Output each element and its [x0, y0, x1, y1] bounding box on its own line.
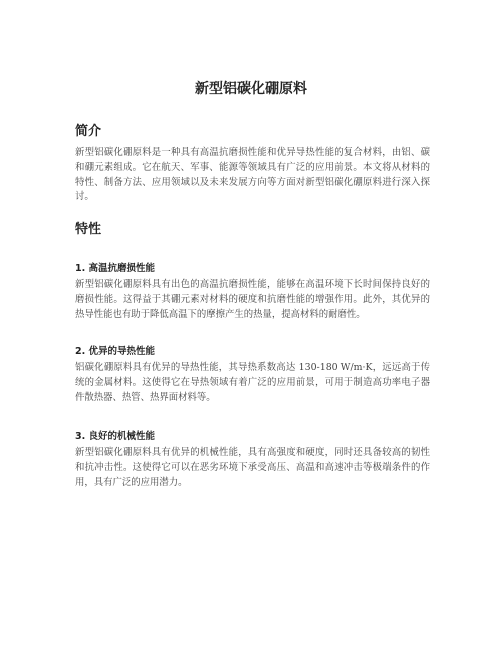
feature-paragraph-1: 新型铝碳化硼原料具有出色的高温抗磨损性能，能够在高温环境下长时间保持良好的磨损性能。这得益于其硼元素对材料的硬度和抗磨性能的增强作用。此外，其优异的热导性能也有助于降低高温下的摩擦产生的热量，提高材料的耐磨性。 [75, 279, 430, 320]
document-title: 新型铝碳化硼原料 [195, 81, 307, 97]
feature-paragraph-2: 铝碳化硼原料具有优异的导热性能，其导热系数高达 130-180 W/m·K，远远高于传统的金属材料。这使得它在导热领域有着广泛的应用前景，可用于制造高功率电子器件散热器、热管、热界面材料等。 [75, 362, 430, 403]
section-heading-features: 特性 [75, 222, 102, 237]
section-heading-intro: 简介 [75, 124, 102, 139]
intro-paragraph: 新型铝碳化硼原料是一种具有高温抗磨损性能和优异导热性能的复合材料，由铝、碳和硼元素组成。它在航天、军事、能源等领域具有广泛的应用前景。本文将从材料的特性、制备方法、应用领域以及未来发展方向等方面对新型铝碳化硼原料进行深入探讨。 [75, 147, 430, 203]
feature-paragraph-3: 新型铝碳化硼原料具有优异的机械性能，具有高强度和硬度，同时还具备较高的韧性和抗冲击性。这使得它可以在恶劣环境下承受高压、高温和高速冲击等极端条件的作用，具有广泛的应用潜力。 [75, 447, 430, 488]
feature-heading-1: 1. 高温抗磨损性能 [75, 263, 156, 274]
feature-heading-2: 2. 优异的导热性能 [75, 346, 156, 357]
feature-heading-3: 3. 良好的机械性能 [75, 431, 156, 442]
